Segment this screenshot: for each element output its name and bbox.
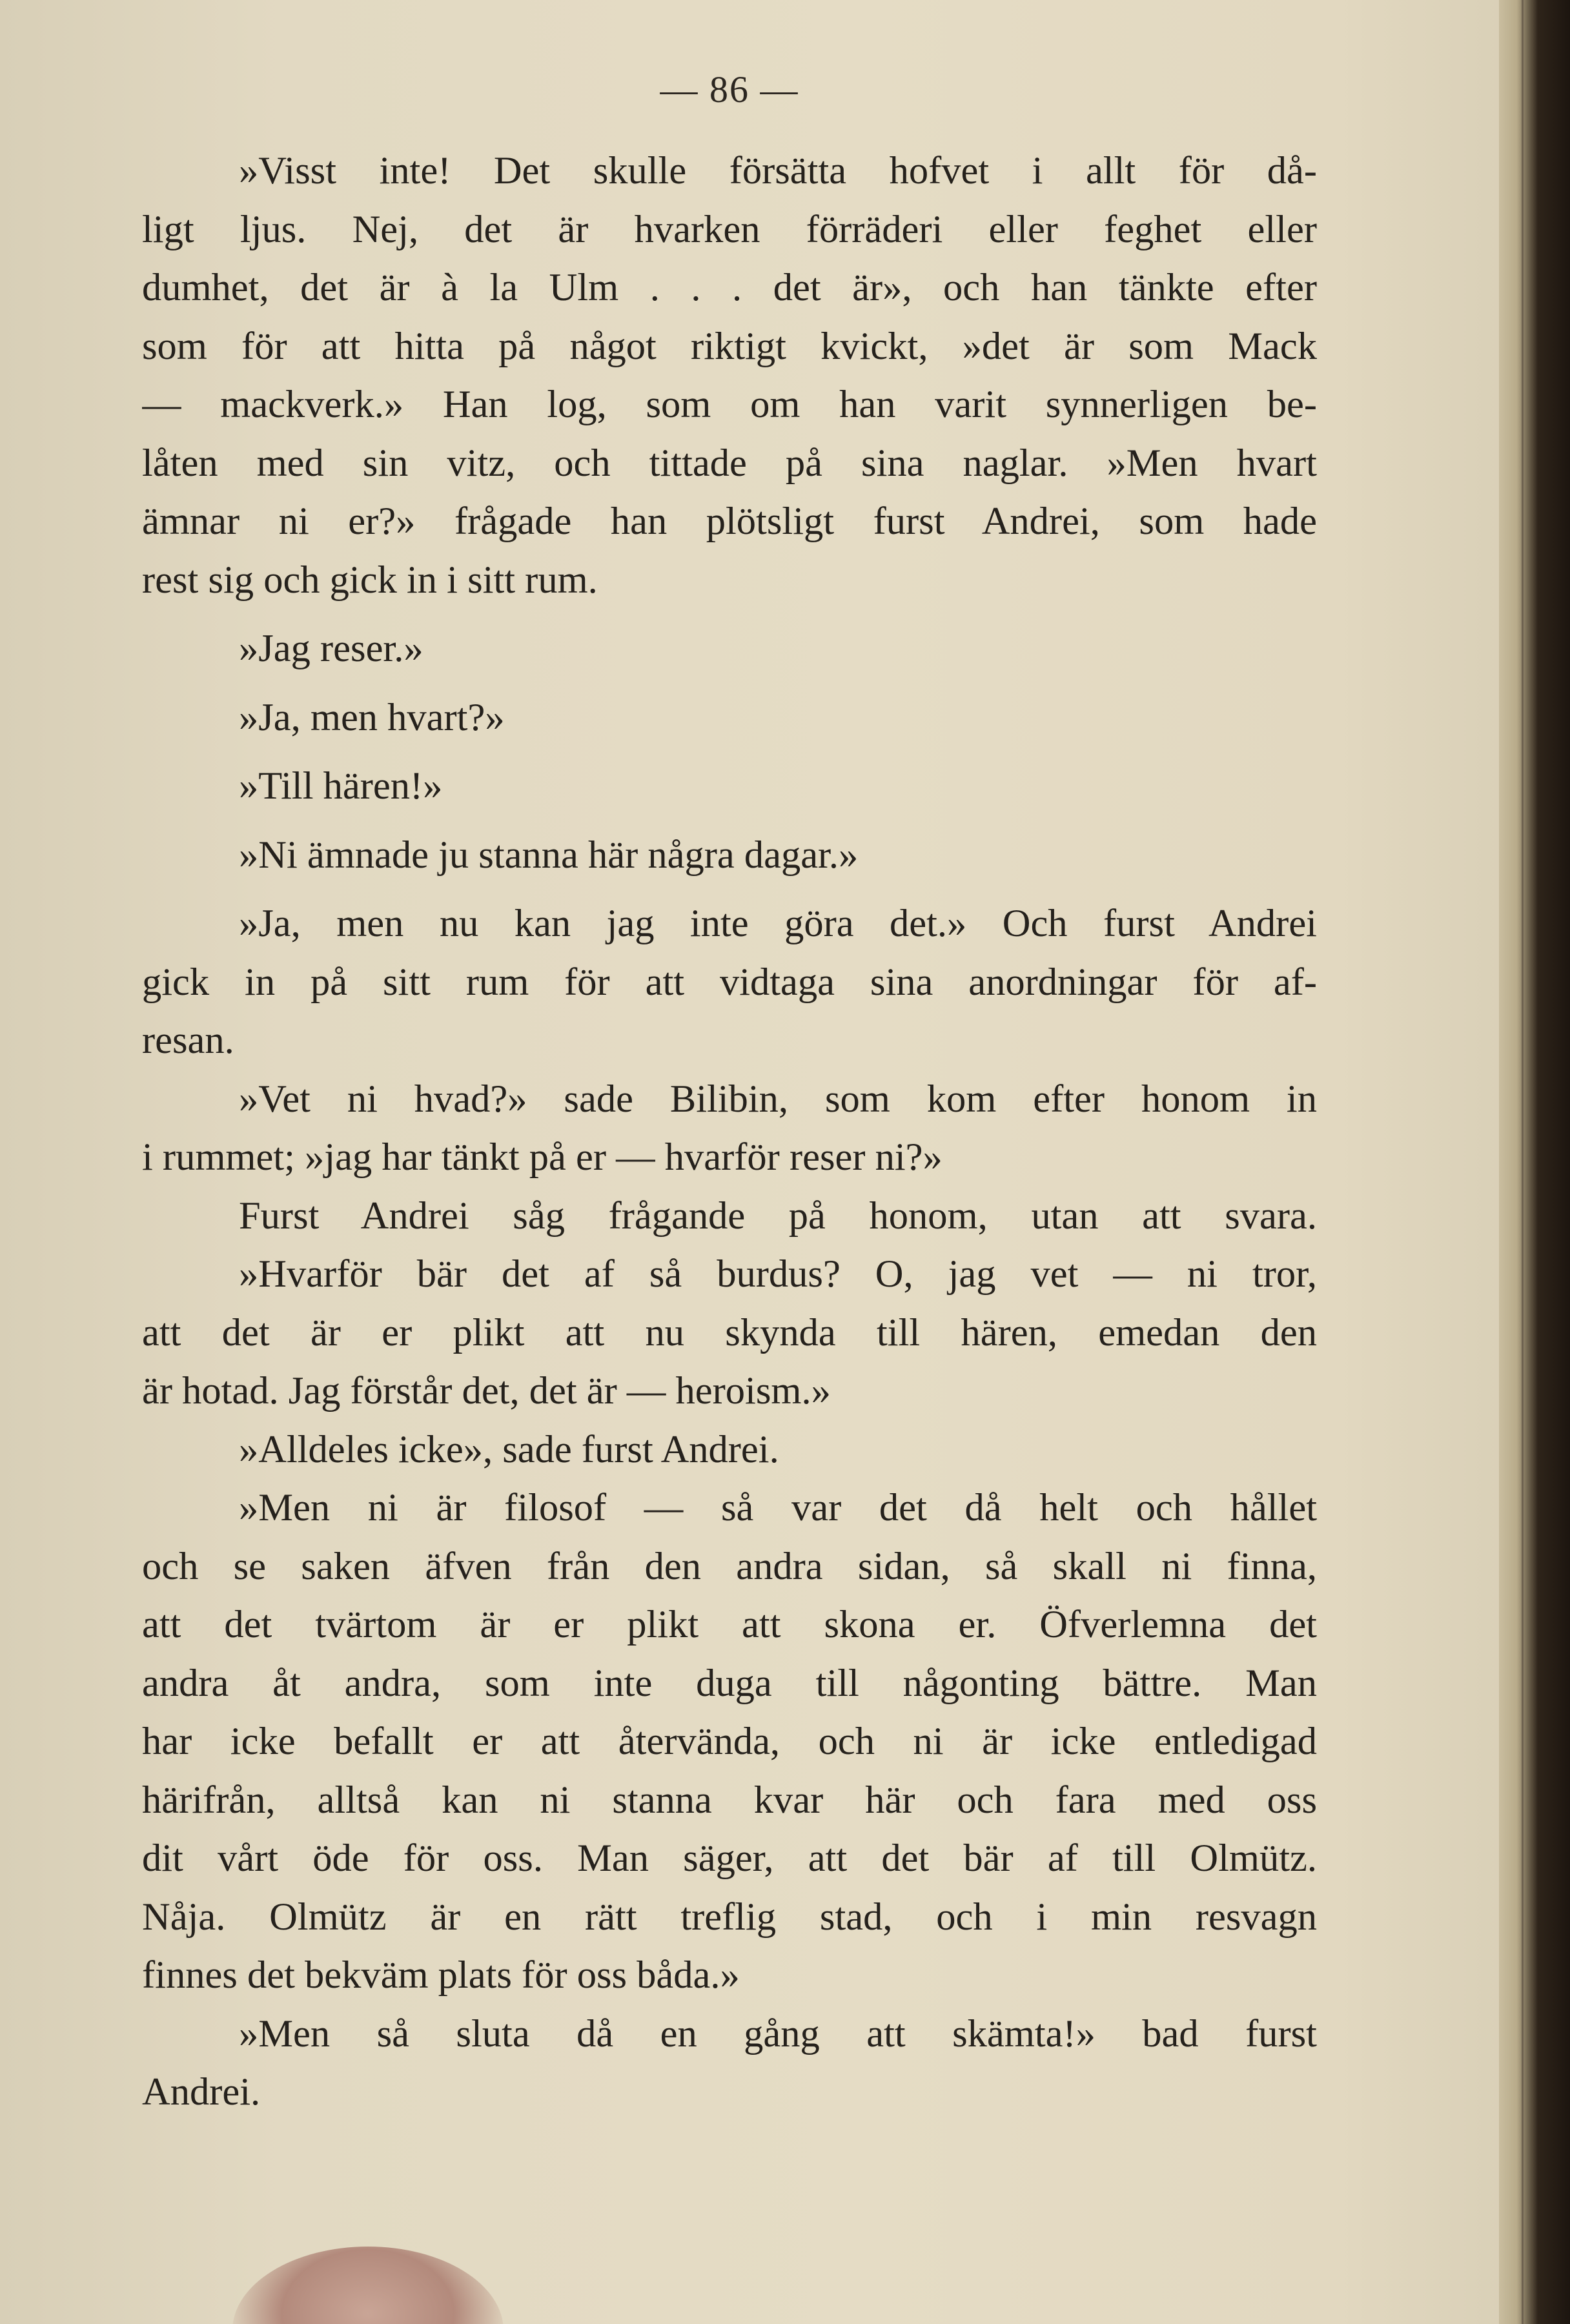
- thumb-stain: [232, 2247, 504, 2324]
- text-line: »Hvarför bär det af så burdus? O, jag vet — ni tror,: [239, 1252, 1317, 1296]
- text-line: »Jag reser.»: [239, 627, 423, 670]
- text-line: och se saken äfven från den andra sidan, så skall ni finna,: [142, 1544, 1317, 1588]
- text-line: dumhet, det är à la Ulm . . . det är», och han tänkte efter: [142, 266, 1317, 309]
- text-line: »Vet ni hvad?» sade Bilibin, som kom efter honom in: [239, 1077, 1317, 1121]
- text-line: Furst Andrei såg frågande på honom, utan att svara.: [239, 1194, 1317, 1238]
- text-line: att det tvärtom är er plikt att skona er. Öfverlemna det: [142, 1603, 1317, 1646]
- text-line: som för att hitta på något riktigt kvickt, »det är som Mack: [142, 324, 1317, 368]
- text-line: rest sig och gick in i sitt rum.: [142, 558, 598, 602]
- text-line: »Ja, men nu kan jag inte göra det.» Och furst Andrei: [239, 902, 1317, 945]
- text-line: »Visst inte! Det skulle försätta hofvet i allt för då-: [239, 149, 1317, 192]
- text-line: Andrei.: [142, 2070, 261, 2114]
- text-line: — mackverk.» Han log, som om han varit synnerligen be-: [142, 383, 1317, 426]
- page-number: — 86 —: [660, 68, 799, 110]
- text-line: »Ja, men hvart?»: [239, 695, 505, 739]
- text-line: finnes det bekväm plats för oss båda.»: [142, 1953, 740, 1997]
- text-line: låten med sin vitz, och tittade på sina naglar. »Men hvart: [142, 441, 1317, 485]
- body-text: [142, 142, 1317, 2122]
- text-line: Nåja. Olmütz är en rätt treflig stad, och i min resvagn: [142, 1895, 1317, 1939]
- text-line: »Till hären!»: [239, 764, 443, 808]
- text-line: är hotad. Jag förstår det, det är — heroism.»: [142, 1369, 831, 1412]
- text-line: »Men så sluta då en gång att skämta!» bad furst: [239, 2012, 1317, 2055]
- text-line: »Alldeles icke», sade furst Andrei.: [239, 1427, 779, 1471]
- text-line: »Men ni är filosof — så var det då helt och hållet: [239, 1486, 1317, 1529]
- text-line: gick in på sitt rum för att vidtaga sina anordningar för af-: [142, 960, 1317, 1004]
- text-line: »Ni ämnade ju stanna här några dagar.»: [239, 833, 859, 877]
- text-line: andra åt andra, som inte duga till någonting bättre. Man: [142, 1661, 1317, 1705]
- text-line: i rummet; »jag har tänkt på er — hvarför reser ni?»: [142, 1136, 943, 1179]
- text-line: har icke befallt er att återvända, och ni är icke entledigad: [142, 1720, 1317, 1763]
- page-binding-edge: [1499, 0, 1570, 2324]
- text-line: att det är er plikt att nu skynda till hären, emedan den: [142, 1310, 1317, 1354]
- text-line: härifrån, alltså kan ni stanna kvar här och fara med oss: [142, 1778, 1317, 1822]
- page-edge-line: [1522, 0, 1524, 2324]
- text-line: dit vårt öde för oss. Man säger, att det bär af till Olmütz.: [142, 1837, 1317, 1880]
- text-line: ligt ljus. Nej, det är hvarken förräderi eller feghet eller: [142, 207, 1317, 251]
- text-line: ämnar ni er?» frågade han plötsligt furst Andrei, som hade: [142, 500, 1317, 543]
- text-line: resan.: [142, 1019, 234, 1062]
